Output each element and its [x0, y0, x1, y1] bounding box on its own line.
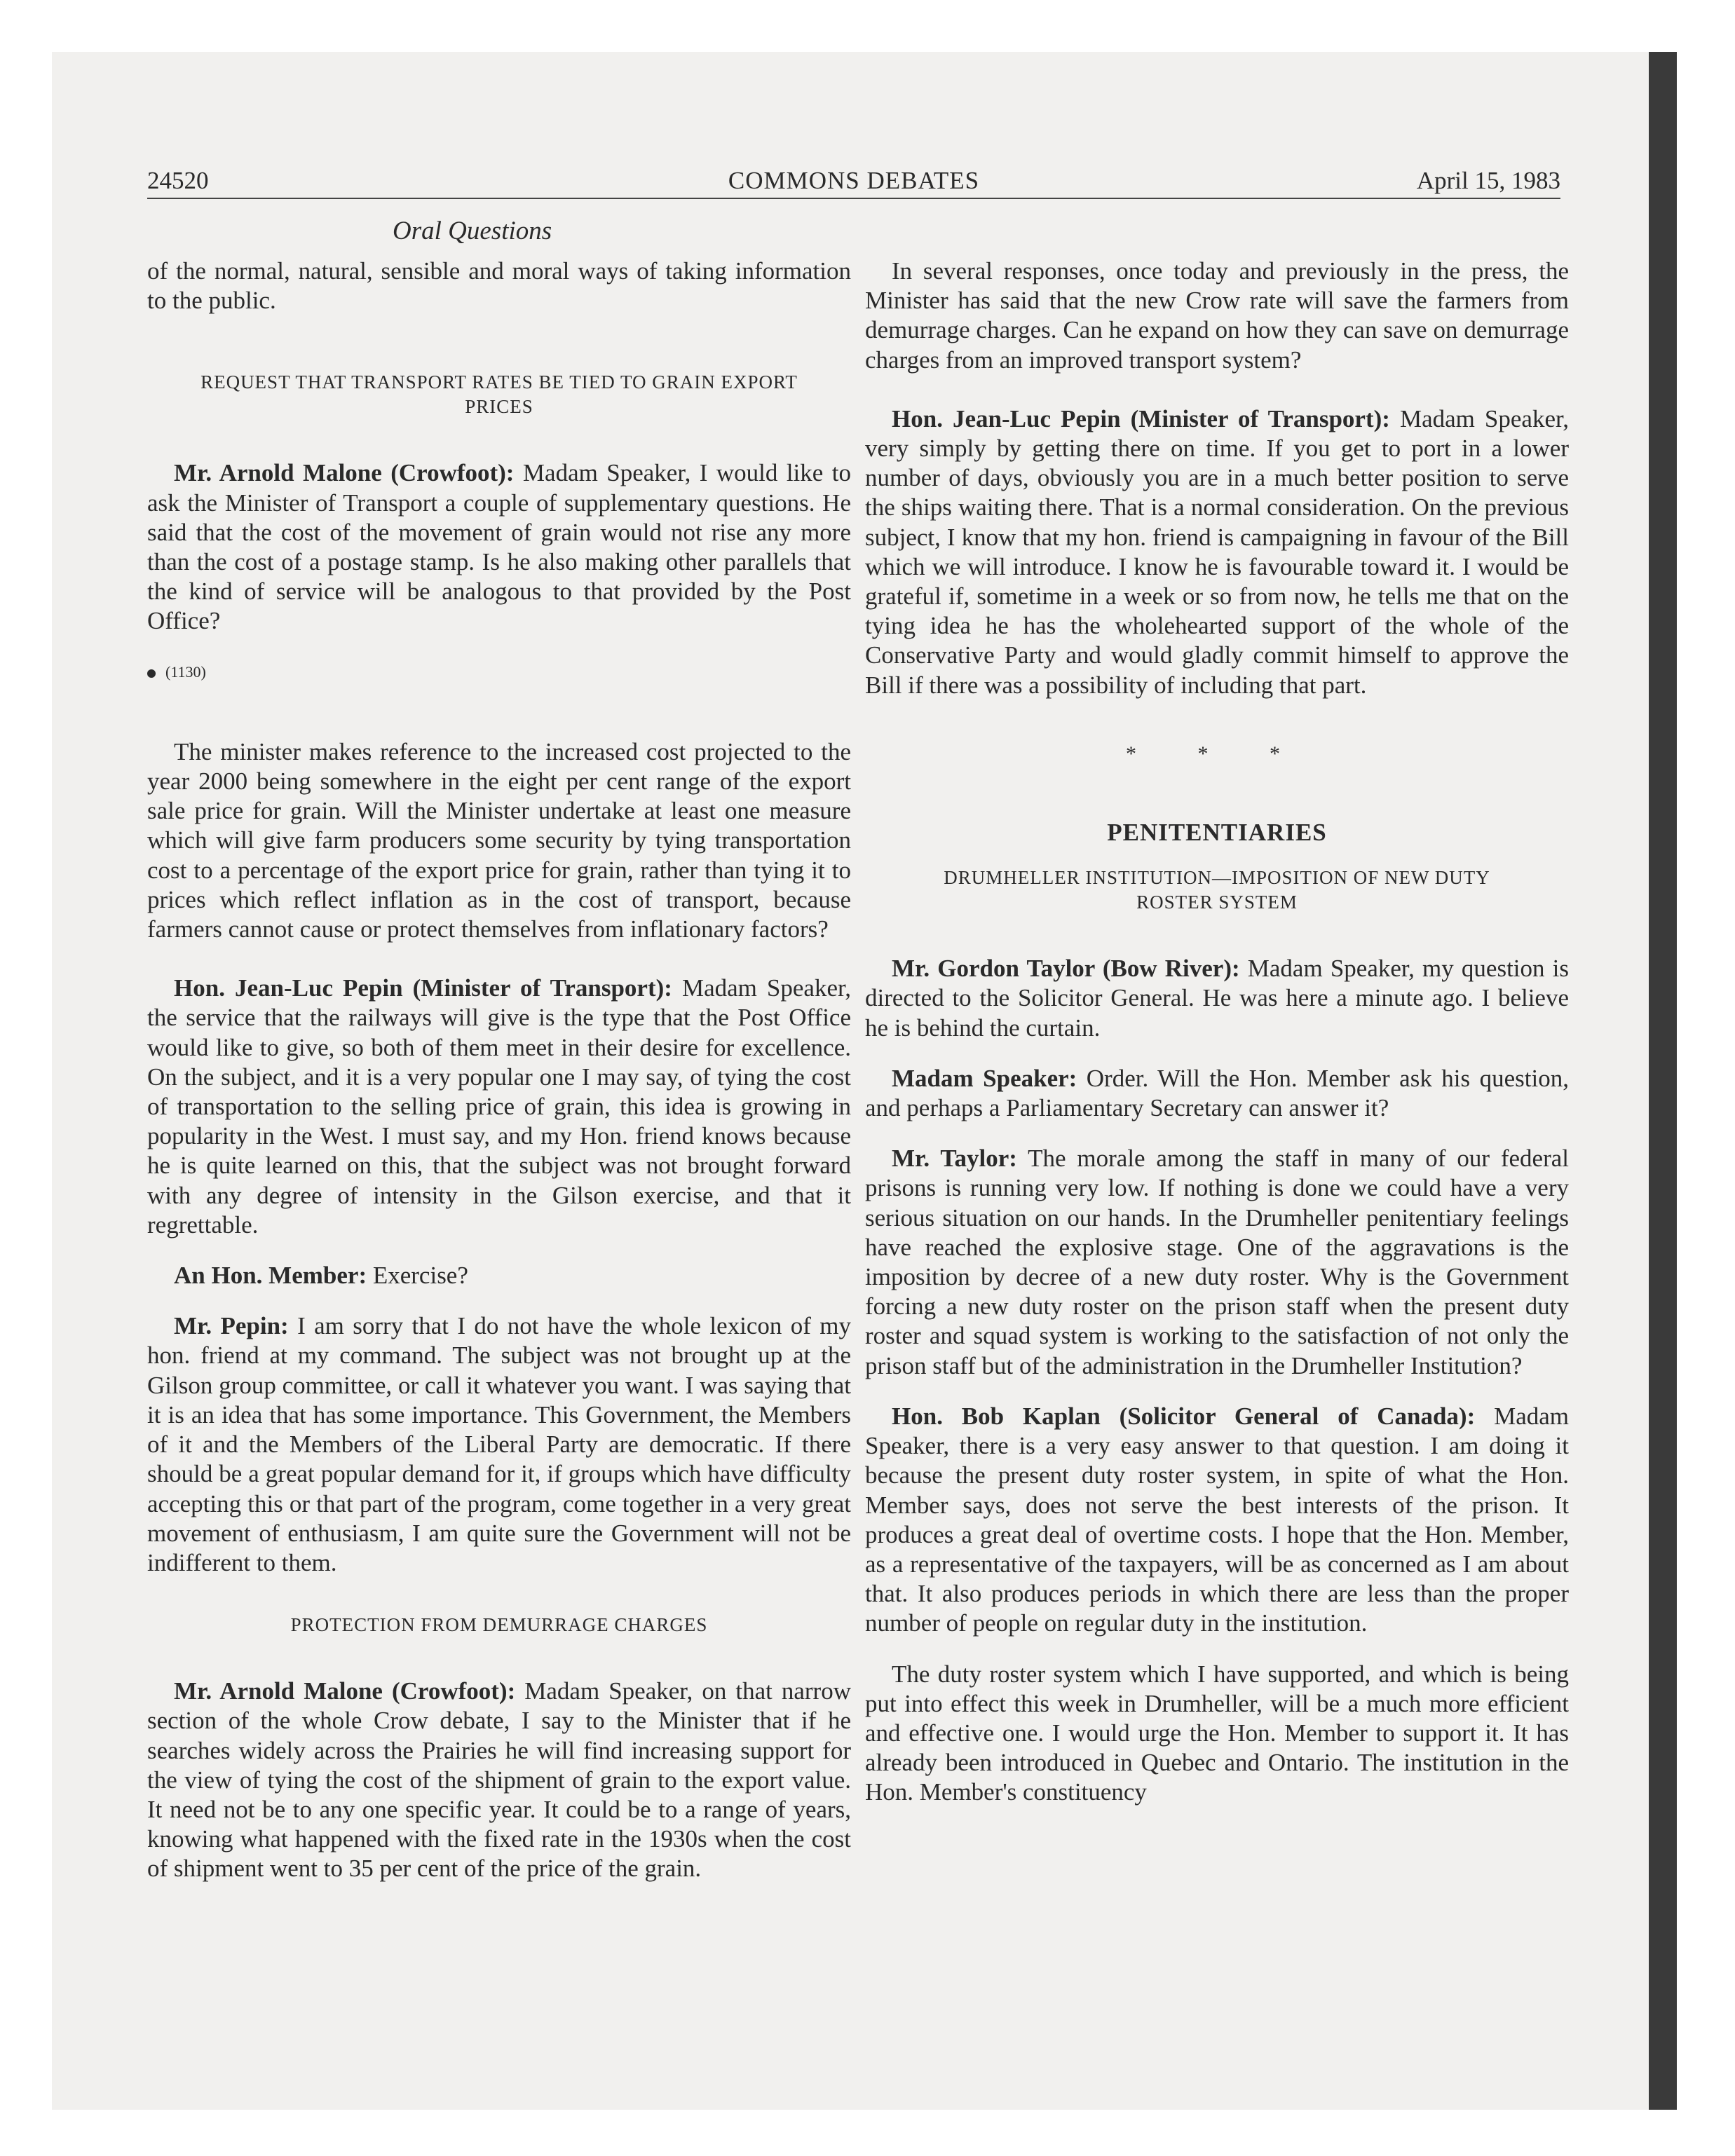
- paragraph: [147, 458, 851, 636]
- speaker-name: Mr. Gordon Taylor (Bow River):: [892, 955, 1240, 983]
- paragraph: [147, 974, 851, 1240]
- speaker-name: Mr. Arnold Malone (Crowfoot):: [174, 1677, 516, 1705]
- section-heading: PENITENTIARIES: [1107, 819, 1327, 847]
- section-running-title: Oral Questions: [393, 217, 552, 245]
- subheading: PROTECTION FROM DEMURRAGE CHARGES: [290, 1614, 708, 1636]
- paragraph: [865, 1064, 1569, 1123]
- paragraph: [147, 1261, 851, 1290]
- speech-text: The morale among the staff in many of our federal prisons is running very low. If nothing is done we could have a very serious situation on our hands. In the Drumheller penitentiary feelings have reached the explosive stage. One of the aggravations is the imposition by decree of a new duty roster. Why is the Government forcing a new duty roster on the prison staff when the present duty roster and squad system is working to the satisfaction of not only the prison staff but of the administration in the Drumheller Institution?: [865, 1145, 1569, 1379]
- speech-text: Madam Speaker, there is a very easy answer to that question. I am doing it because the present duty roster system, in spite of what the Hon. Member says, does not serve the best interests of the prison. It produces a great deal of overtime costs. I hope that the Hon. Member, as a representative of the taxpayers, will be as concerned as I am about that. It also produces periods in which there are less than the proper number of people on regular duty in the institution.: [865, 1402, 1569, 1637]
- speaker-name: An Hon. Member:: [174, 1262, 367, 1290]
- speech-text: Madam Speaker, on that narrow section of the whole Crow debate, I say to the Minister that if he searches widely across the Prairies he will find increasing support for the view of tying the cost of the shipment of grain to the export value. It need not be to any one specific year. It could be to a range of years, knowing what happened with the fixed rate in the 1930s when the cost of shipment went to 35 per cent of the price of the grain.: [147, 1677, 851, 1883]
- publication-title: COMMONS DEBATES: [728, 167, 980, 194]
- speaker-name: Mr. Pepin:: [174, 1312, 289, 1340]
- bullet-dot-icon: [147, 669, 156, 678]
- section-separator: * * *: [1126, 742, 1308, 765]
- time-marker-label: (1130): [165, 662, 206, 681]
- speaker-name: Mr. Taylor:: [892, 1145, 1017, 1173]
- speech-text: Madam Speaker, very simply by getting there on time. If you get to port in a lower number of days, obviously you are in a much better position to serve the ships waiting there. That is a normal consideration. On the previous subject, I know that my hon. friend is campaigning in favour of the Bill which we will introduce. I know he is favourable toward it. I would be grateful if, sometime in a week or so from now, he tells me that on the tying idea he has the wholehearted support of the whole of the Conservative Party and would gladly commit himself to approve the Bill if there was a possibility of including that part.: [865, 404, 1569, 699]
- paragraph: [147, 1677, 851, 1883]
- speech-text: Exercise?: [367, 1262, 468, 1290]
- speaker-name: Hon. Bob Kaplan (Solicitor General of Canada):: [892, 1402, 1476, 1430]
- paragraph: The duty roster system which I have supported, and which is being put into effect this week in Drumheller, will be a much more efficient and effective one. I would urge the Hon. Member to support it. It has already been introduced in Quebec and Ontario. The institution in the Hon. Member's constituency: [865, 1660, 1569, 1806]
- publication-date: April 15, 1983: [1416, 167, 1560, 194]
- left-column: [147, 257, 851, 1905]
- speech-text: Madam Speaker, I would like to ask the Minister of Transport a couple of supplementary questions. He said that the cost of the movement of grain would not rise any more than the cost of a postage stamp. Is he also making other parallels that the kind of service will be analogous to that provided by the Post Office?: [147, 459, 851, 635]
- subheading: DRUMHELLER INSTITUTION—IMPOSITION OF NEW DUTY ROSTER SYSTEM: [944, 867, 1490, 913]
- speech-text: Order. Will the Hon. Member ask his question, and perhaps a Parliamentary Secretary can answer it?: [865, 1064, 1569, 1122]
- speaker-name: Madam Speaker:: [892, 1064, 1077, 1092]
- speech-text: Madam Speaker, my question is directed to the Solicitor General. He was here a minute ago. I believe he is behind the curtain.: [865, 955, 1569, 1042]
- subheading: REQUEST THAT TRANSPORT RATES BE TIED TO GRAIN EXPORT PRICES: [200, 371, 798, 418]
- paragraph: of the normal, natural, sensible and moral ways of taking information to the public.: [147, 257, 851, 315]
- speaker-name: Mr. Arnold Malone (Crowfoot):: [174, 459, 515, 487]
- paragraph: The minister makes reference to the increased cost projected to the year 2000 being somewhere in the eight per cent range of the export sale price for grain. Will the Minister undertake at least one measure which will give farm producers some security by tying transportation cost to a percentage of the export price for grain, rather than tying it to prices which reflect inflation as in the cost of transport, because farmers cannot cause or protect themselves from inflationary factors?: [147, 737, 851, 943]
- speech-text: I am sorry that I do not have the whole lexicon of my hon. friend at my command. The subject was not brought up at the Gilson group committee, or call it whatever you want. I was saying that it is an idea that has some importance. This Government, the Members of it and the Members of the Liberal Party are democratic. If there should be a great popular demand for it, if groups which have difficulty accepting this or that part of the program, come together in a very great movement of enthusiasm, I am quite sure the Government will not be indifferent to them.: [147, 1312, 851, 1576]
- page-number: 24520: [147, 167, 209, 194]
- paragraph: [865, 1402, 1569, 1639]
- right-column: [865, 257, 1569, 1829]
- page-header: [147, 165, 1560, 199]
- paragraph: [865, 404, 1569, 700]
- time-marker: [147, 657, 851, 687]
- paragraph: In several responses, once today and previously in the press, the Minister has said that the new Crow rate will save the farmers from demurrage charges. Can he expand on how they can save on demurrage charges from an improved transport system?: [865, 257, 1569, 374]
- paragraph: [865, 1144, 1569, 1381]
- speaker-name: Hon. Jean-Luc Pepin (Minister of Transport):: [174, 974, 672, 1002]
- paragraph: [147, 1311, 851, 1578]
- scan-edge-shadow: [1649, 52, 1677, 2110]
- paragraph: [865, 954, 1569, 1043]
- speaker-name: Hon. Jean-Luc Pepin (Minister of Transport):: [892, 404, 1390, 432]
- speech-text: Madam Speaker, the service that the railways will give is the type that the Post Office would like to give, so both of them meet in their desire for excellence. On the subject, and it is a very popular one I may say, of tying the cost of transportation to the selling price of grain, this idea is growing in popularity in the West. I must say, and my Hon. friend knows because he is quite learned on this, that the subject was not brought forward with any degree of intensity in the Gilson exercise, and that it regrettable.: [147, 974, 851, 1239]
